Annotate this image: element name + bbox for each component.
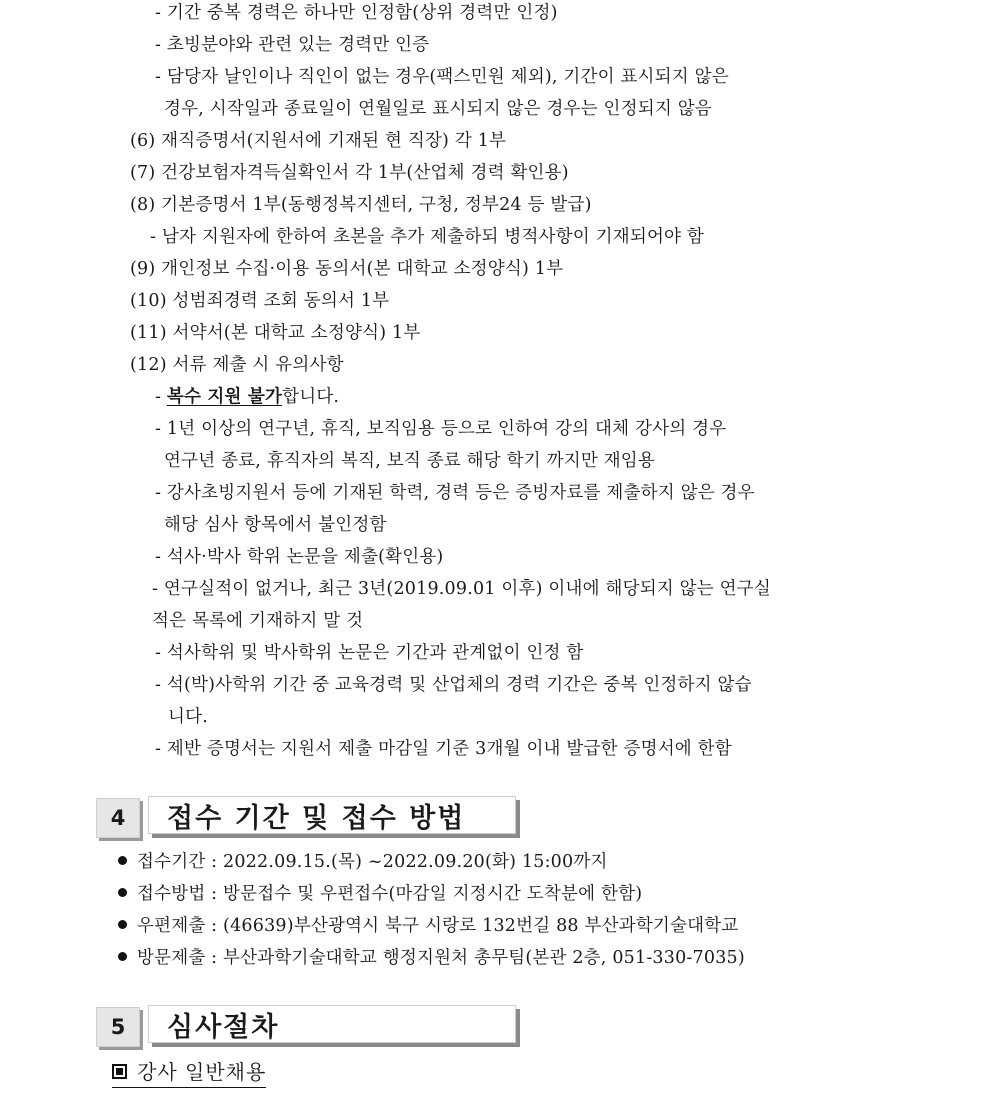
section-header-5: [96, 1005, 524, 1047]
doc-line: 적은 목록에 기재하지 말 것: [152, 611, 364, 631]
doc-line-text: - 담당자 날인이나 직인이 없는 경우(팩스민원 제외), 기간이 표시되지 않은: [155, 67, 729, 87]
section-number: 5: [96, 1007, 140, 1047]
list-item-text: 방문제출 : 부산과학기술대학교 행정지원처 총무팀(본관 2층, 051-330-7035): [137, 948, 745, 968]
doc-line: (12) 서류 제출 시 유의사항: [130, 355, 344, 375]
doc-line: - 석사·박사 학위 논문을 제출(확인용): [155, 547, 444, 567]
doc-line: - 강사초빙지원서 등에 기재된 학력, 경력 등은 증빙자료를 제출하지 않은 경우: [155, 483, 755, 503]
section-title: 심사절차: [148, 1005, 516, 1043]
doc-line: - 제반 증명서는 지원서 제출 마감일 기준 3개월 이내 발급한 증명서에 한함: [155, 739, 732, 759]
doc-line: (7) 건강보험자격득실확인서 각 1부(산업체 경력 확인용): [130, 163, 569, 183]
doc-line: (6) 재직증명서(지원서에 기재된 현 직장) 각 1부: [130, 131, 507, 151]
doc-line: [155, 385, 339, 409]
bullet-icon: [118, 888, 127, 897]
list-item-text: 접수방법 : 방문접수 및 우편접수(마감일 지정시간 도착분에 한함): [137, 884, 643, 904]
section-header-4: [96, 796, 524, 838]
list-item: [118, 914, 738, 938]
subsection-title: [112, 1058, 266, 1088]
list-item-text: 접수기간 : 2022.09.15.(목) ~2022.09.20(화) 15:00까지: [137, 852, 608, 872]
list-item-text: 우편제출 : (46639)부산광역시 북구 시랑로 132번길 88 부산과학기술대학교: [137, 916, 739, 936]
list-item: [118, 850, 608, 874]
doc-line: - 석사학위 및 박사학위 논문은 기간과 관계없이 인정 함: [155, 643, 584, 663]
doc-line: (8) 기본증명서 1부(동행정복지센터, 구청, 정부24 등 발급): [130, 195, 592, 215]
doc-line: (9) 개인정보 수집·이용 동의서(본 대학교 소정양식) 1부: [130, 259, 564, 279]
doc-line: [155, 65, 855, 89]
list-item: [118, 882, 642, 906]
doc-line: - 1년 이상의 연구년, 휴직, 보직임용 등으로 인하여 강의 대체 강사의 경우: [155, 419, 727, 439]
doc-line-suffix: 합니다.: [282, 387, 340, 407]
doc-line: 경우, 시작일과 종료일이 연월일로 표시되지 않은 경우는 인정되지 않음: [164, 99, 712, 119]
section-title: 접수 기간 및 접수 방법: [148, 796, 516, 834]
emphasis-text: 복수 지원 불가: [166, 387, 283, 407]
doc-line: 연구년 종료, 휴직자의 복직, 보직 종료 해당 학기 까지만 재임용: [164, 451, 656, 471]
section-number: 4: [96, 798, 140, 838]
bullet-icon: [118, 920, 127, 929]
doc-line: - 연구실적이 없거나, 최근 3년(2019.09.01 이후) 이내에 해당되지 않는 연구실: [152, 579, 771, 599]
doc-line: - 남자 지원자에 한하여 초본을 추가 제출하되 병적사항이 기재되어야 함: [150, 227, 705, 247]
bullet-icon: [118, 952, 127, 961]
filled-square-icon: [112, 1064, 127, 1079]
doc-line: 니다.: [168, 707, 208, 727]
doc-line: - 초빙분야와 관련 있는 경력만 인증: [155, 35, 430, 55]
doc-line: 해당 심사 항목에서 불인정함: [164, 515, 387, 535]
subsection-title-text: 강사 일반채용: [137, 1060, 267, 1084]
doc-line-prefix: -: [155, 387, 167, 407]
bullet-icon: [118, 856, 127, 865]
doc-line: (11) 서약서(본 대학교 소정양식) 1부: [130, 323, 421, 343]
list-item: [118, 946, 745, 970]
doc-line: (10) 성범죄경력 조회 동의서 1부: [130, 291, 390, 311]
doc-line: - 기간 중복 경력은 하나만 인정함(상위 경력만 인정): [155, 3, 558, 23]
doc-line: - 석(박)사학위 기간 중 교육경력 및 산업체의 경력 기간은 중복 인정하지 않습: [155, 675, 752, 695]
